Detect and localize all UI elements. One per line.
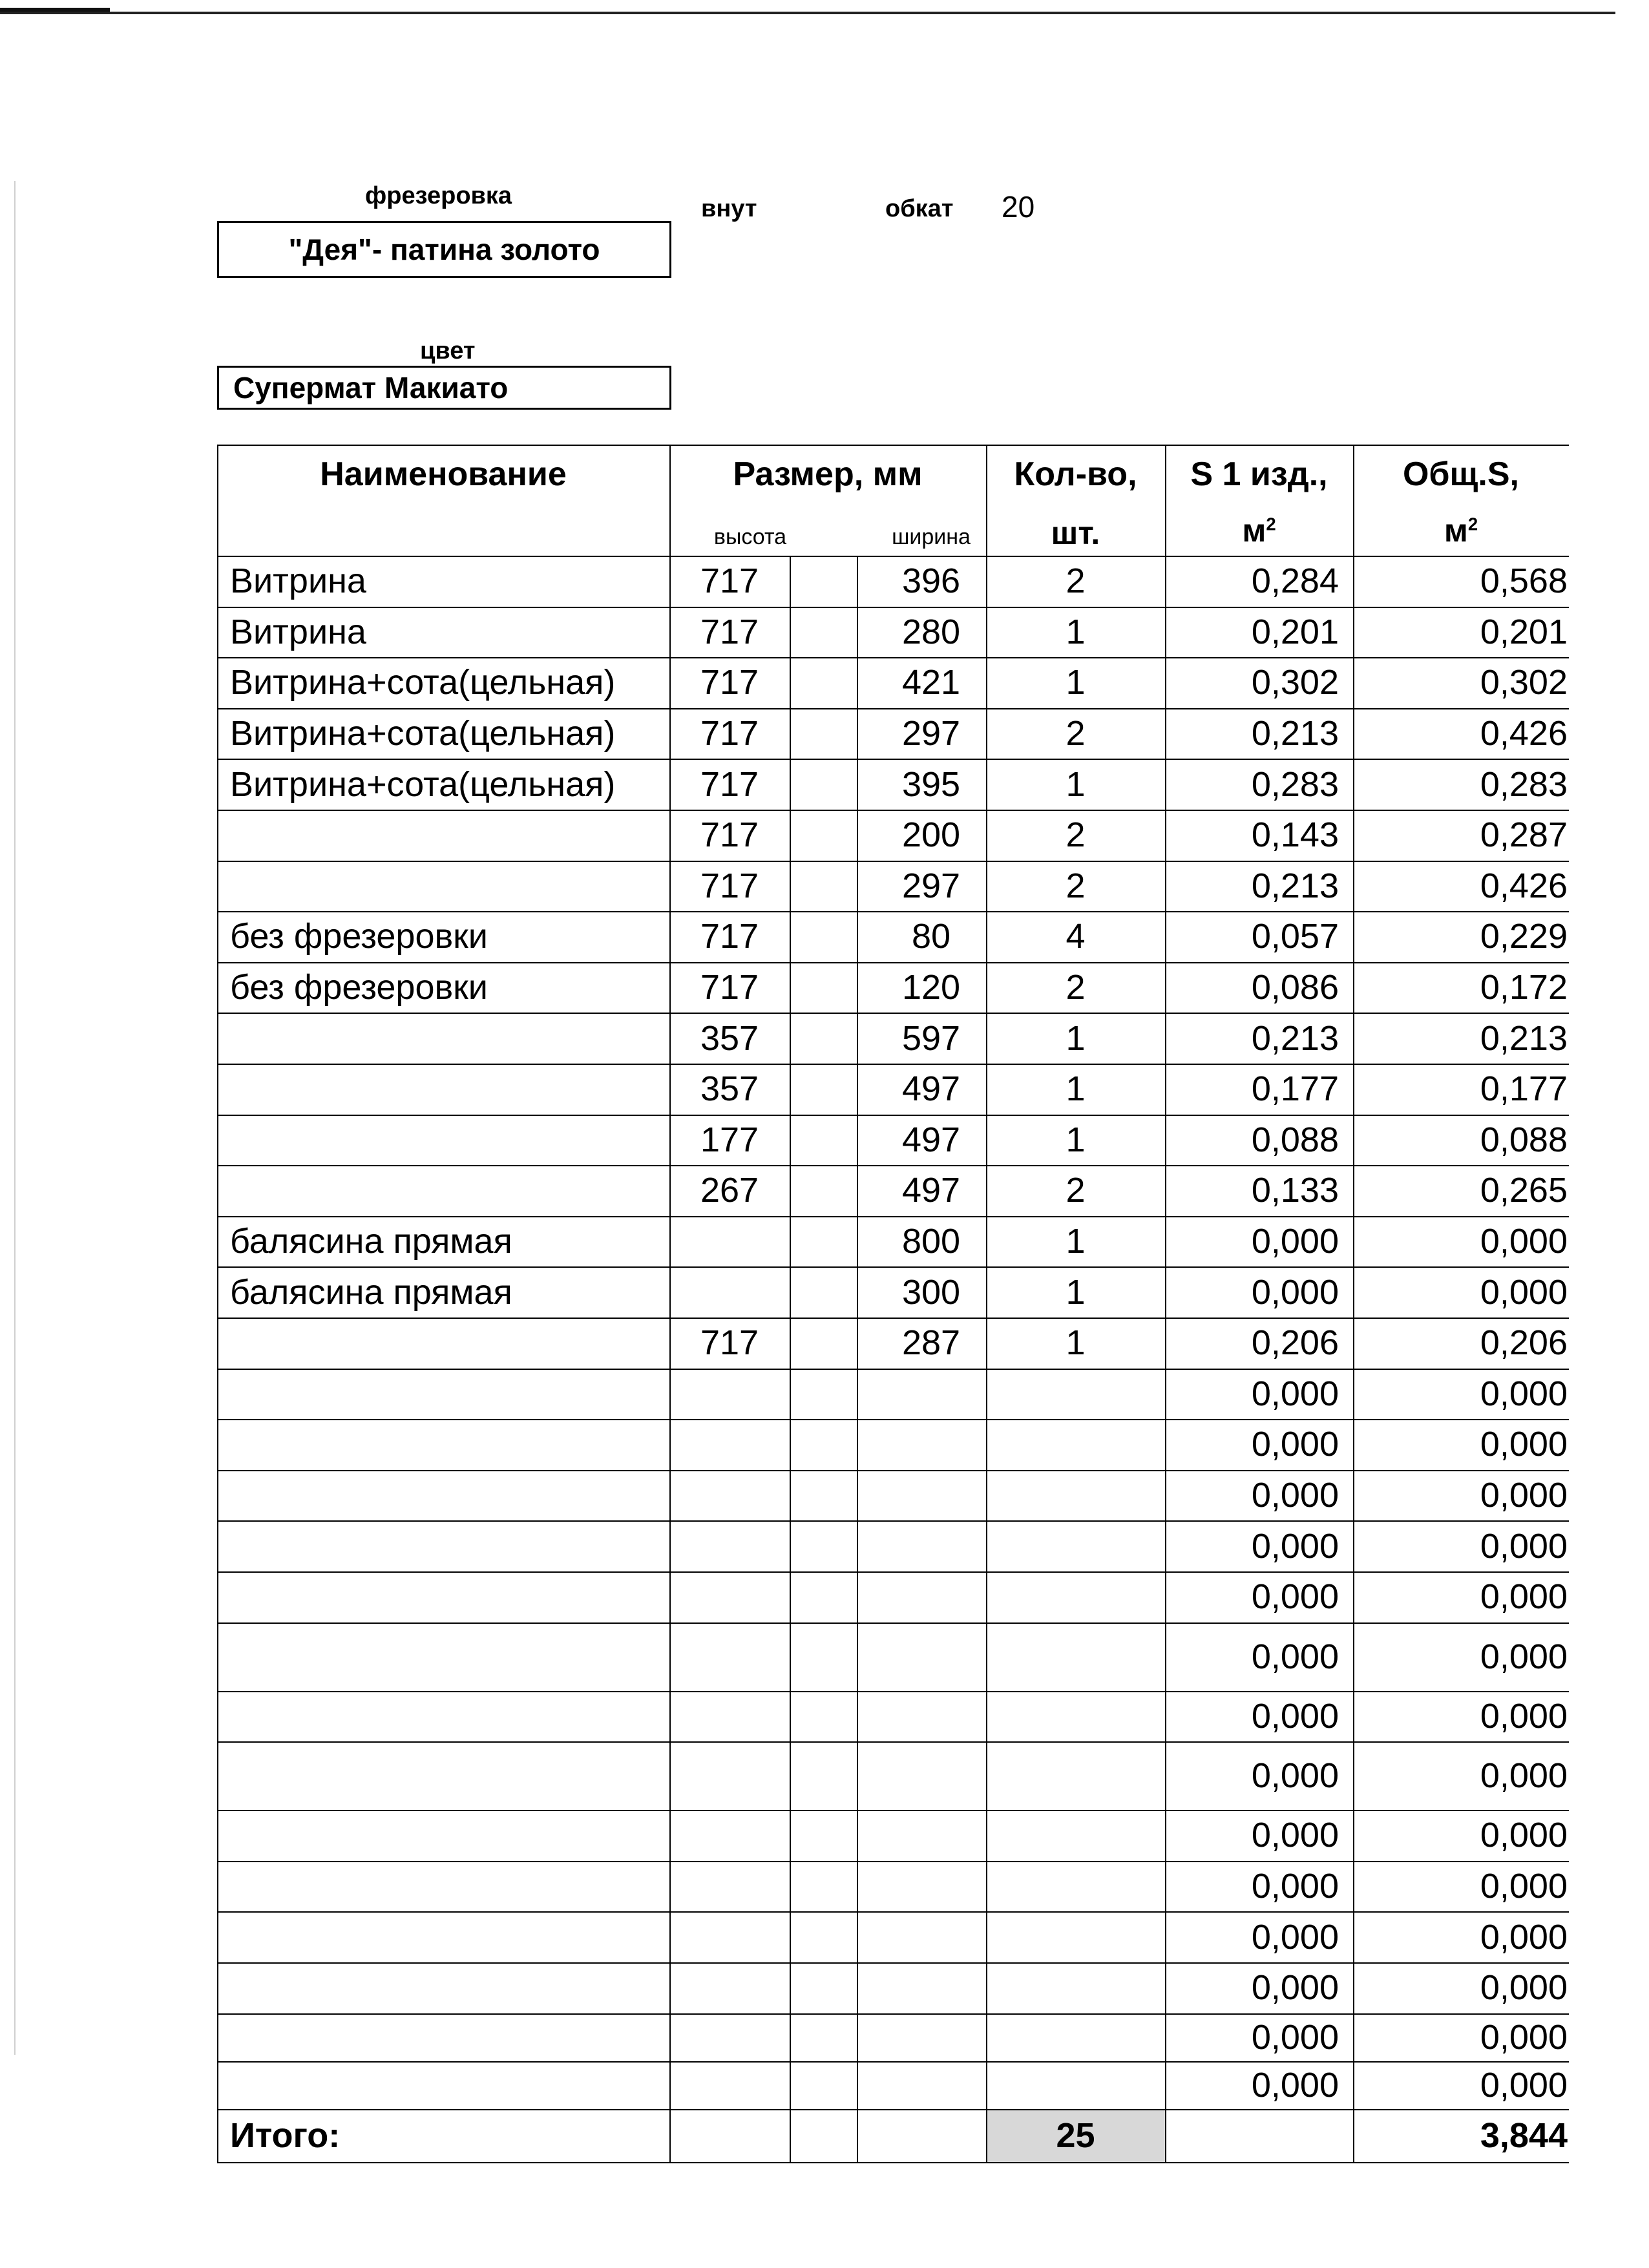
cell-width: [870, 1962, 993, 2013]
cell-height: 267: [700, 1171, 759, 1210]
cell-height: [669, 1266, 790, 1318]
scan-edge: [14, 181, 16, 2055]
table-border-bottom: [217, 2162, 1569, 2163]
cell-width: 287: [901, 1323, 961, 1363]
roll-label: обкат: [885, 195, 954, 222]
cell-name: [230, 1810, 667, 1861]
cell-area-total: 0,000: [1480, 2017, 1568, 2057]
cell-qty: [986, 1520, 1165, 1571]
cell-width: [870, 1741, 993, 1810]
cell-name: без фрезеровки: [230, 917, 488, 956]
cell-area-total: 0,088: [1480, 1120, 1568, 1159]
cell-height: 717: [700, 714, 759, 753]
cell-qty: [986, 1810, 1165, 1861]
cell-height: [669, 1810, 790, 1861]
cell-area-one: 0,000: [1251, 1425, 1339, 1464]
subheader-width: ширина: [892, 525, 971, 549]
cell-height: [669, 1962, 790, 2013]
cell-area-one: 0,133: [1251, 1171, 1339, 1210]
cell-area-one: 0,000: [1251, 1374, 1339, 1413]
cell-area-total: 0,201: [1480, 612, 1568, 651]
cell-area-total: 0,283: [1480, 764, 1568, 804]
cell-height: 717: [700, 562, 759, 601]
cell-width: [870, 1810, 993, 1861]
cell-width: [870, 1571, 993, 1622]
total-label: Итого:: [230, 2116, 341, 2155]
cell-width: 120: [901, 968, 961, 1007]
header-size: Размер, мм: [733, 456, 923, 493]
cell-area-one: 0,206: [1251, 1323, 1339, 1363]
cell-name: [230, 1064, 667, 1115]
cell-area-total: 0,000: [1480, 1425, 1568, 1464]
cell-name: [230, 1419, 667, 1470]
cell-area-total: 0,426: [1480, 866, 1568, 905]
cell-qty: 1: [1066, 1018, 1086, 1058]
header-area-one: S 1 изд.,: [1190, 456, 1328, 493]
top-rule: [0, 12, 1615, 14]
cell-name: [230, 2061, 667, 2109]
cell-qty: 1: [1066, 1323, 1086, 1363]
cell-name: [230, 1470, 667, 1521]
cell-width: [870, 1369, 993, 1420]
color-label: цвет: [420, 337, 476, 364]
cell-qty: [986, 1369, 1165, 1420]
cell-qty: 1: [1066, 1069, 1086, 1109]
cell-height: 717: [700, 815, 759, 855]
cell-qty: 4: [1066, 917, 1086, 956]
cell-name: [230, 1691, 667, 1742]
milling-label: фрезеровка: [365, 182, 512, 209]
cell-area-one: 0,088: [1251, 1120, 1339, 1159]
cell-height: 717: [700, 1323, 759, 1363]
cell-height: [669, 1691, 790, 1742]
cell-area-total: 0,000: [1480, 1272, 1568, 1312]
cell-width: 395: [901, 764, 961, 804]
cell-width: 597: [901, 1018, 961, 1058]
cell-height: [669, 1911, 790, 1962]
subheader-area-unit-total: [1353, 514, 1569, 547]
cell-width: 297: [901, 714, 961, 753]
cell-name: [230, 1013, 667, 1064]
cell-area-one: 0,000: [1251, 1637, 1339, 1676]
cell-area-total: 0,172: [1480, 968, 1568, 1007]
cell-width: [870, 1622, 993, 1691]
cell-width: [870, 1691, 993, 1742]
cell-width: 280: [901, 612, 961, 651]
cell-width: [870, 1419, 993, 1470]
cell-width: 421: [901, 663, 961, 702]
cell-height: [669, 2061, 790, 2109]
cell-area-one: 0,000: [1251, 2017, 1339, 2057]
cell-area-one: 0,201: [1251, 612, 1339, 651]
cell-name: Витрина: [230, 612, 366, 651]
cell-width: 200: [901, 815, 961, 855]
cell-area-one: 0,000: [1251, 2065, 1339, 2105]
cell-area-total: 0,568: [1480, 562, 1568, 601]
cell-name: [230, 1115, 667, 1166]
cell-area-one: 0,284: [1251, 562, 1339, 601]
cell-area-total: 0,000: [1480, 2065, 1568, 2105]
unit-exponent: 2: [1467, 514, 1478, 534]
cell-height: 357: [700, 1069, 759, 1109]
cell-name: [230, 1520, 667, 1571]
inner-label: внут: [701, 195, 757, 222]
cell-height: 717: [700, 917, 759, 956]
cell-area-total: 0,213: [1480, 1018, 1568, 1058]
cell-area-total: 0,000: [1480, 1637, 1568, 1676]
cell-name: [230, 1571, 667, 1622]
cell-area-total: 0,000: [1480, 1756, 1568, 1796]
cell-height: [669, 1216, 790, 1267]
cell-name: [230, 810, 667, 861]
cell-area-total: 0,000: [1480, 1816, 1568, 1855]
cell-area-total: 0,265: [1480, 1171, 1568, 1210]
color-value: Супермат Макиато: [233, 371, 509, 404]
cell-qty: 2: [1066, 968, 1086, 1007]
cell-name: [230, 861, 667, 912]
cell-name: Витрина+сота(цельная): [230, 714, 616, 753]
cell-area-one: 0,000: [1251, 1816, 1339, 1855]
cell-qty: [986, 1419, 1165, 1470]
cell-height: 717: [700, 968, 759, 1007]
cell-name: [230, 1318, 667, 1369]
cell-width: 396: [901, 562, 961, 601]
cell-qty: [986, 2013, 1165, 2061]
cell-qty: 1: [1066, 612, 1086, 651]
table-border-left: [217, 445, 218, 2163]
cell-area-total: 0,000: [1480, 1222, 1568, 1261]
unit-m: м: [1242, 512, 1266, 549]
cell-name: [230, 1741, 667, 1810]
cell-area-total: 0,000: [1480, 1476, 1568, 1515]
cell-area-total: 0,000: [1480, 1917, 1568, 1957]
cell-area-one: 0,057: [1251, 917, 1339, 956]
cell-name: без фрезеровки: [230, 968, 488, 1007]
cell-height: [669, 1369, 790, 1420]
cell-name: [230, 2013, 667, 2061]
cell-qty: 1: [1066, 1272, 1086, 1312]
cell-qty: [986, 1470, 1165, 1521]
cell-area-total: 0,000: [1480, 1577, 1568, 1617]
cell-width: [870, 1861, 993, 1912]
cell-qty: [986, 1861, 1165, 1912]
cell-area-one: 0,213: [1251, 1018, 1339, 1058]
cell-name: Витрина+сота(цельная): [230, 663, 616, 702]
cell-height: [669, 1861, 790, 1912]
cell-qty: 2: [1066, 866, 1086, 905]
cell-qty: 1: [1066, 663, 1086, 702]
cell-area-one: 0,143: [1251, 815, 1339, 855]
cell-height: 717: [700, 866, 759, 905]
cell-area-one: 0,000: [1251, 1577, 1339, 1617]
col-line-gap: [857, 556, 858, 2163]
cell-height: [669, 1741, 790, 1810]
cell-width: 297: [901, 866, 961, 905]
cell-qty: [986, 2061, 1165, 2109]
cell-area-one: 0,000: [1251, 1222, 1339, 1261]
subheader-area-unit-one: [1165, 514, 1353, 547]
cell-width: 800: [901, 1222, 961, 1261]
cell-area-one: 0,000: [1251, 1756, 1339, 1796]
cell-height: 357: [700, 1018, 759, 1058]
cell-qty: 1: [1066, 1222, 1086, 1261]
cell-area-total: 0,229: [1480, 917, 1568, 956]
cell-height: [669, 2013, 790, 2061]
cell-width: 497: [901, 1171, 961, 1210]
cell-area-one: 0,213: [1251, 714, 1339, 753]
cell-area-one: 0,000: [1251, 1696, 1339, 1736]
cell-area-one: 0,283: [1251, 764, 1339, 804]
cell-height: 177: [700, 1120, 759, 1159]
cell-qty: 1: [1066, 1120, 1086, 1159]
cell-area-total: 0,000: [1480, 1374, 1568, 1413]
cell-qty: 2: [1066, 815, 1086, 855]
hdr-split-left: [217, 496, 218, 498]
cell-height: [669, 1571, 790, 1622]
cell-area-total: 0,426: [1480, 714, 1568, 753]
color-box: [217, 366, 671, 410]
table-border-top: [217, 445, 1569, 446]
cell-height: 717: [700, 764, 759, 804]
cell-width: [870, 1470, 993, 1521]
cell-area-one: 0,000: [1251, 1968, 1339, 2008]
cell-name: [230, 1911, 667, 1962]
cell-qty: 2: [1066, 1171, 1086, 1210]
subheader-height: высота: [713, 525, 787, 549]
cell-area-one: 0,000: [1251, 1917, 1339, 1957]
cell-area-one: 0,000: [1251, 1272, 1339, 1312]
col-line-height: [790, 556, 791, 2163]
cell-area-one: 0,177: [1251, 1069, 1339, 1109]
cell-qty: [986, 1911, 1165, 1962]
header-area-total: Общ.S,: [1402, 456, 1520, 493]
cell-name: Витрина: [230, 562, 366, 601]
cell-area-one: 0,000: [1251, 1867, 1339, 1906]
cell-qty: 2: [1066, 714, 1086, 753]
cell-area-total: 0,000: [1480, 1696, 1568, 1736]
cell-name: балясина прямая: [230, 1222, 512, 1261]
unit-exponent: 2: [1266, 514, 1276, 534]
cell-width: [870, 2061, 993, 2109]
cell-width: [870, 1520, 993, 1571]
cell-area-total: 0,302: [1480, 663, 1568, 702]
cell-area-one: 0,213: [1251, 866, 1339, 905]
facade-name: "Дея"- патина золото: [288, 233, 600, 266]
cell-width: [870, 2013, 993, 2061]
cell-qty: [986, 1622, 1165, 1691]
cell-name: [230, 1165, 667, 1216]
cell-height: [669, 1520, 790, 1571]
cell-area-total: 0,177: [1480, 1069, 1568, 1109]
cell-height: 717: [700, 663, 759, 702]
cell-qty: 2: [1066, 562, 1086, 601]
cell-area-total: 0,287: [1480, 815, 1568, 855]
cell-area-total: 0,000: [1480, 1526, 1568, 1566]
cell-width: [870, 1911, 993, 1962]
header-name: Наименование: [320, 456, 567, 493]
cell-area-one: 0,302: [1251, 663, 1339, 702]
cell-qty: 1: [1066, 764, 1086, 804]
cell-name: балясина прямая: [230, 1272, 512, 1312]
cell-area-total: 0,206: [1480, 1323, 1568, 1363]
cell-width: 497: [901, 1069, 961, 1109]
total-qty: 25: [1056, 2116, 1095, 2155]
cell-area-total: 0,000: [1480, 1968, 1568, 2008]
cell-qty: [986, 1741, 1165, 1810]
header-qty: Кол-во,: [1014, 456, 1137, 493]
unit-m: м: [1444, 512, 1468, 549]
subheader-qty-unit: шт.: [1051, 515, 1100, 551]
cell-name: Витрина+сота(цельная): [230, 764, 616, 804]
cell-qty: [986, 1962, 1165, 2013]
roll-value: 20: [1002, 190, 1035, 224]
cell-area-total: 0,000: [1480, 1867, 1568, 1906]
cell-name: [230, 1622, 667, 1691]
cell-height: 717: [700, 612, 759, 651]
cell-qty: [986, 1691, 1165, 1742]
total-area: 3,844: [1480, 2116, 1568, 2155]
cell-name: [230, 1861, 667, 1912]
cell-height: [669, 1622, 790, 1691]
cell-height: [669, 1470, 790, 1521]
cell-area-one: 0,000: [1251, 1526, 1339, 1566]
cell-width: 300: [901, 1272, 961, 1312]
cell-height: [669, 1419, 790, 1470]
cell-area-one: 0,086: [1251, 968, 1339, 1007]
cell-width: 497: [901, 1120, 961, 1159]
cell-name: [230, 1962, 667, 2013]
cell-name: [230, 1369, 667, 1420]
cell-area-one: 0,000: [1251, 1476, 1339, 1515]
facade-name-box: [217, 221, 671, 278]
cell-qty: [986, 1571, 1165, 1622]
cell-width: 80: [911, 917, 951, 956]
specification-table: [217, 445, 1569, 2165]
